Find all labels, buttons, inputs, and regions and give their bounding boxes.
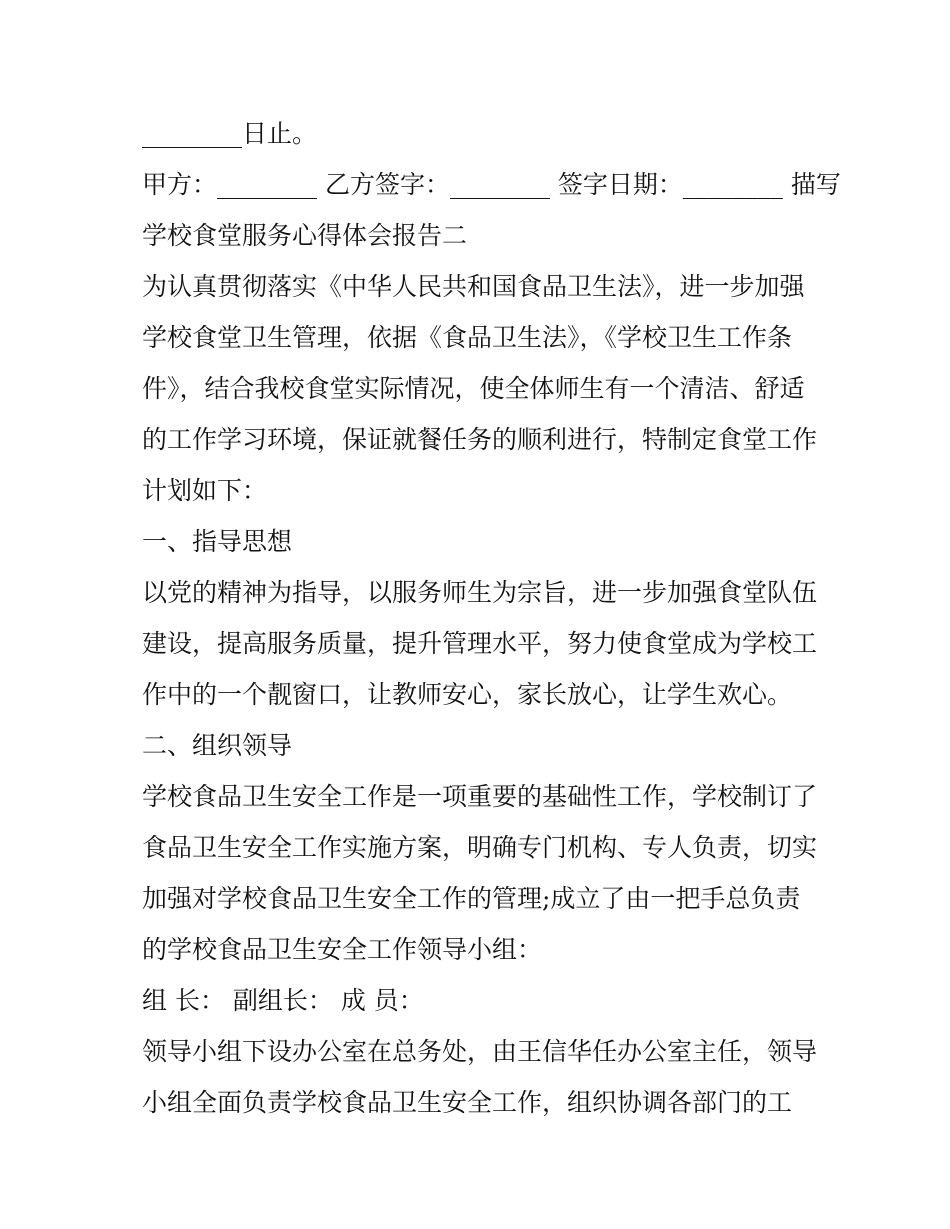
document-body <box>142 108 841 1128</box>
text-line: 计划如下： <box>142 476 268 505</box>
text-line: 为认真贯彻落实《中华人民共和国食品卫生法》，进一步加强 <box>142 272 805 301</box>
text-line: 学校食品卫生安全工作是一项重要的基础性工作，学校制订了 <box>142 782 818 811</box>
section-heading: 二、组织领导 <box>142 731 293 760</box>
text-line: 加强对学校食品卫生安全工作的管理;成立了由一把手总负责 <box>142 884 801 913</box>
text-line: 小组全面负责学校食品卫生安全工作，组织协调各部门的工 <box>142 1088 793 1117</box>
section-heading: 一、指导思想 <box>142 527 293 556</box>
roles-line: 组 长： 副组长： 成 员： <box>142 986 424 1015</box>
signature-line: 甲方：________ 乙方签字：________ 签字日期：________ 描写 <box>142 170 841 199</box>
text-line: 作中的一个靓窗口，让教师安心，家长放心，让学生欢心。 <box>142 680 793 709</box>
text-line: 以党的精神为指导，以服务师生为宗旨，进一步加强食堂队伍 <box>142 578 818 607</box>
text-line: 领导小组下设办公室在总务处，由王信华任办公室主任，领导 <box>142 1037 818 1066</box>
text-line: 件》，结合我校食堂实际情况，使全体师生有一个清洁、舒适 <box>142 374 805 403</box>
text-line: 食品卫生安全工作实施方案，明确专门机构、专人负责，切实 <box>142 833 818 862</box>
text-line: 的工作学习环境，保证就餐任务的顺利进行，特制定食堂工作 <box>142 425 818 454</box>
text-line: 学校食堂卫生管理，依据《食品卫生法》，《学校卫生工作条 <box>142 323 793 352</box>
text-line: ________日止。 <box>142 119 318 148</box>
text-line: 建设，提高服务质量，提升管理水平，努力使食堂成为学校工 <box>142 629 818 658</box>
text-line: 的学校食品卫生安全工作领导小组： <box>142 935 543 964</box>
report-title: 学校食堂服务心得体会报告二 <box>142 221 468 250</box>
